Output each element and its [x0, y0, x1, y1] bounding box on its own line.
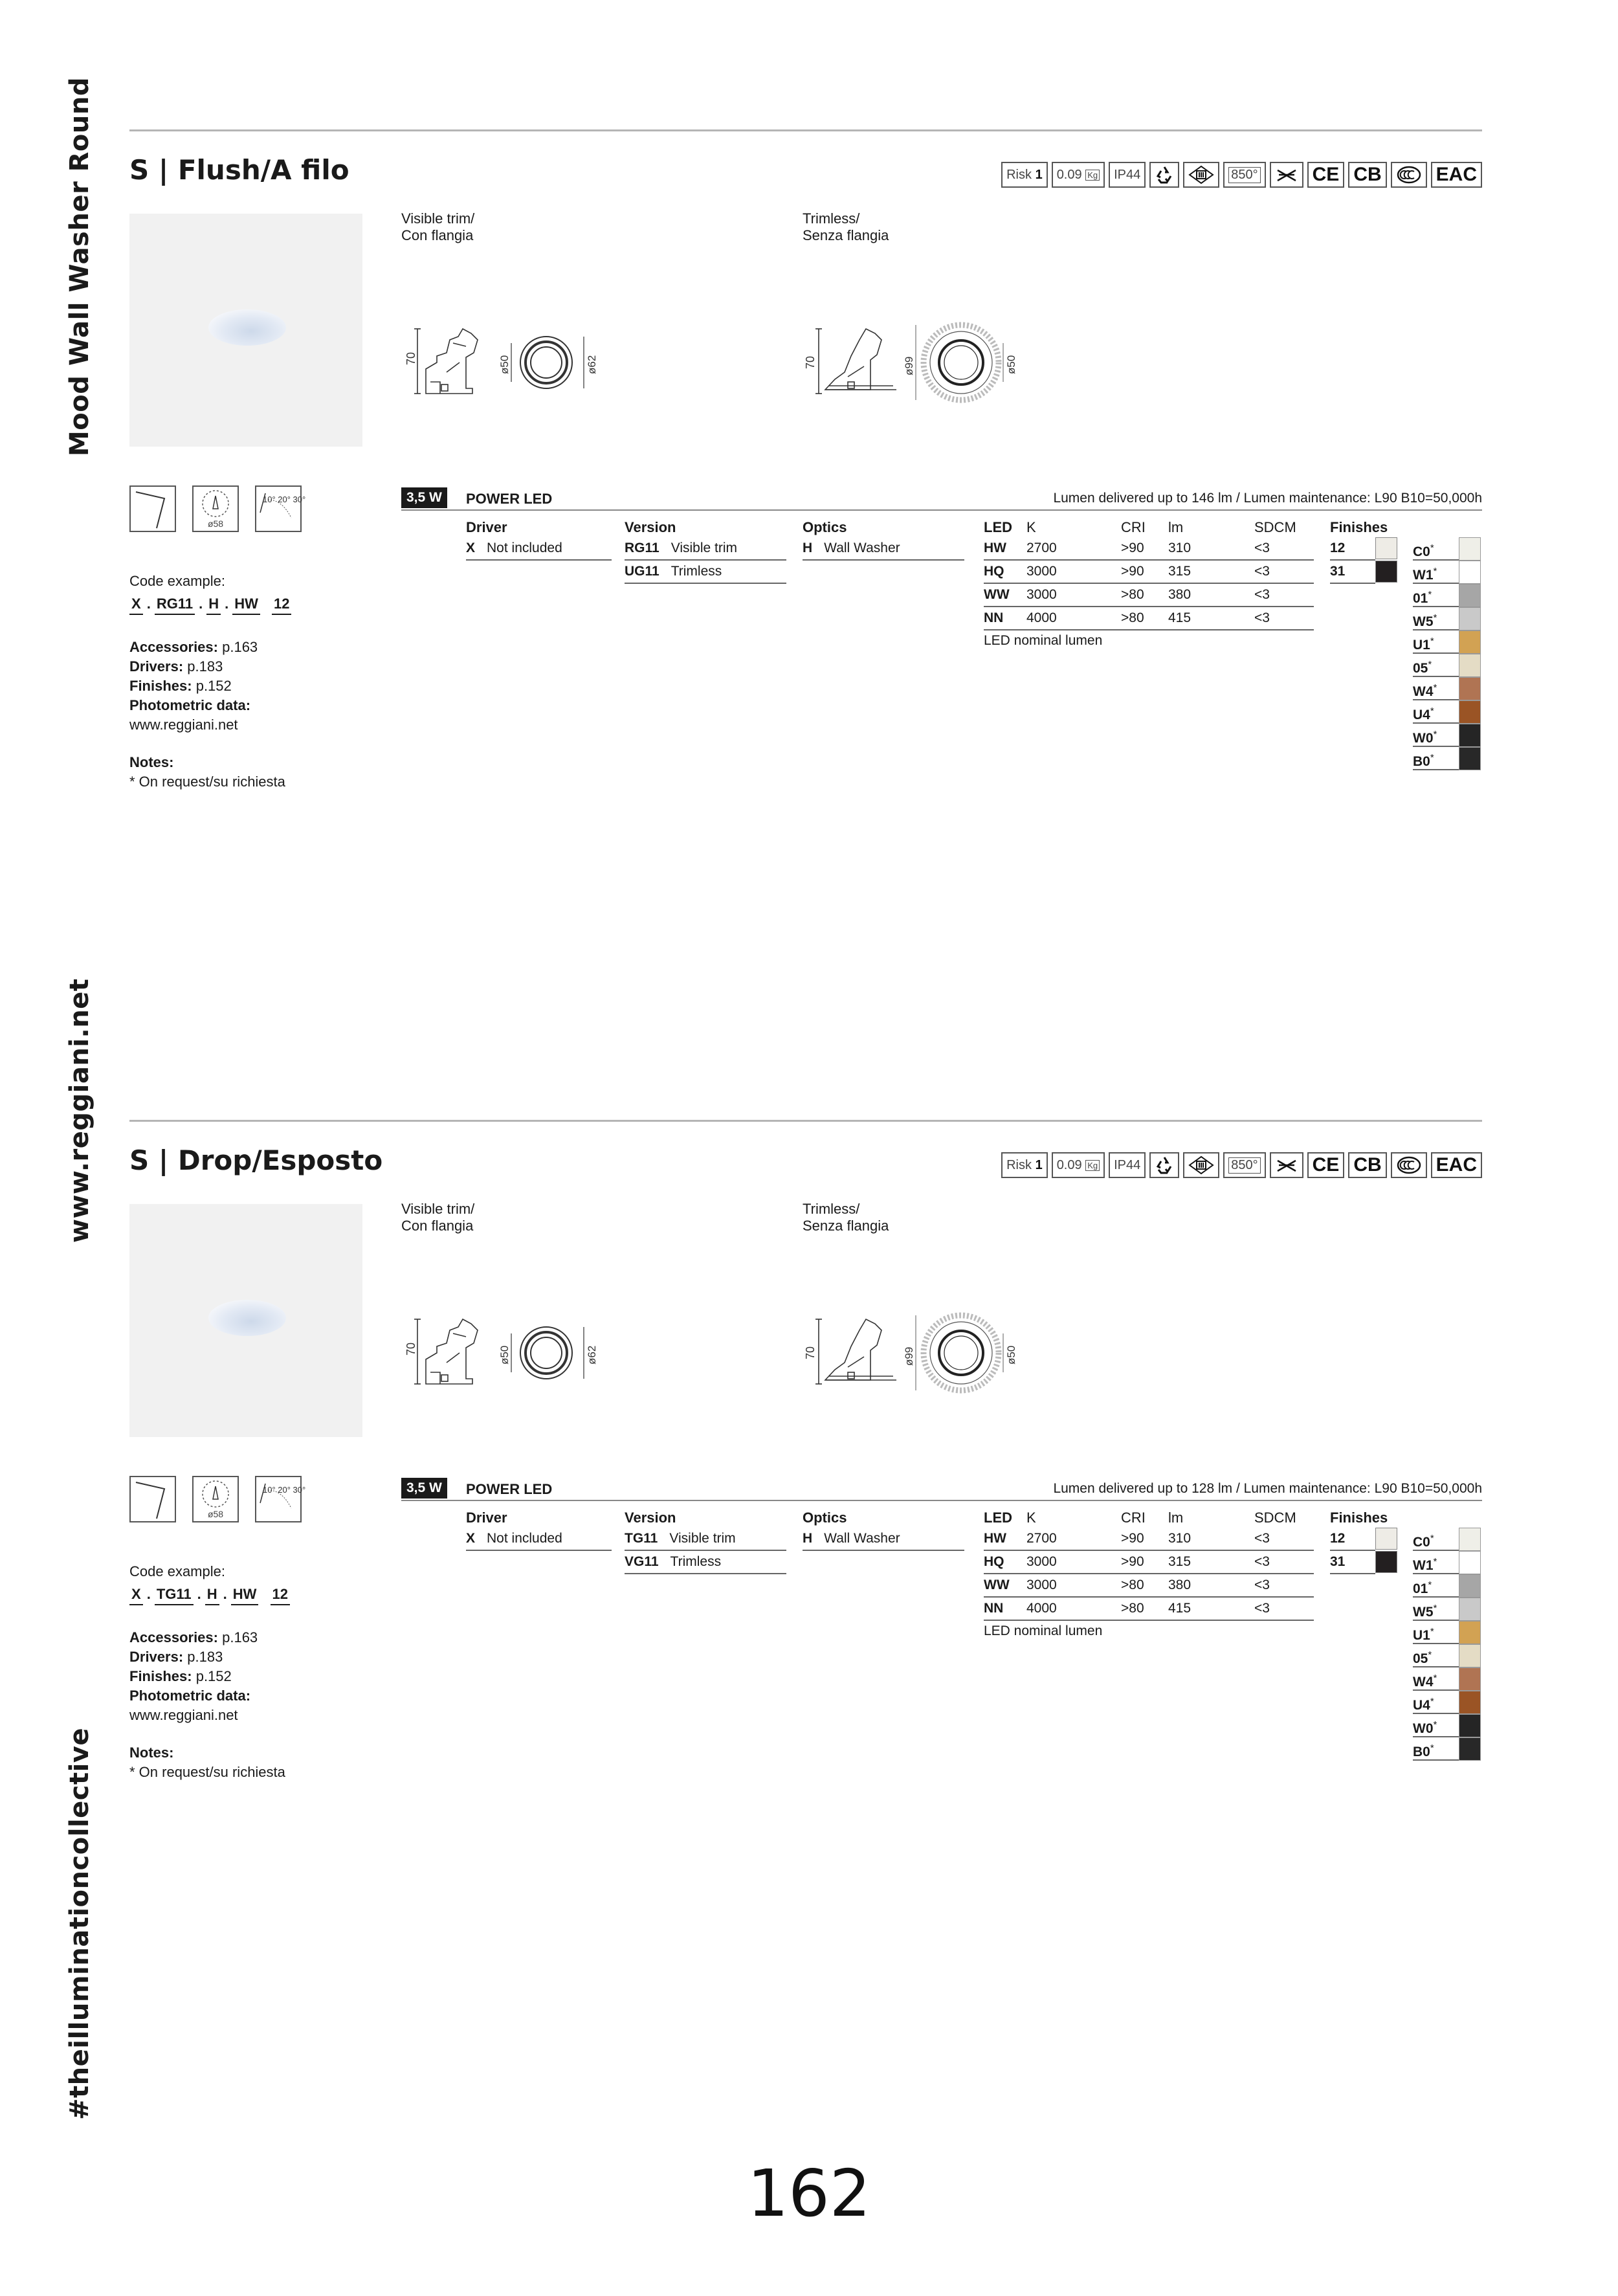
color-option — [1413, 677, 1481, 700]
led-row — [984, 561, 1314, 584]
glow-wire-badge: 850° — [1223, 1152, 1265, 1178]
trimless-drawing — [803, 317, 1036, 401]
section-rule — [129, 129, 1482, 131]
led-row — [984, 537, 1314, 561]
photometric-link[interactable]: www.reggiani.net — [129, 717, 238, 733]
color-option — [1413, 584, 1481, 607]
led-sdcm: <3 — [1254, 1601, 1270, 1616]
recycle-icon — [1149, 1152, 1179, 1178]
finish-code: 31 — [1330, 1551, 1375, 1574]
trimless-technical-drawing — [803, 1308, 1036, 1392]
version-header: Version — [625, 519, 676, 535]
led-cri: >90 — [1121, 1554, 1144, 1569]
cb-mark: CB — [1348, 162, 1386, 188]
lm-header: lm — [1168, 519, 1184, 535]
code-example: X . TG11 . H . HW 12 — [129, 1586, 290, 1605]
color-code: W4* — [1413, 682, 1437, 699]
color-option — [1413, 747, 1481, 770]
visible-trim-technical-drawing — [401, 1308, 608, 1392]
visible-trim-technical-drawing — [401, 317, 608, 401]
led-row — [984, 1598, 1314, 1621]
led-code: HW — [984, 1531, 1006, 1546]
ce-mark: CE — [1307, 162, 1345, 188]
photometric-link[interactable]: www.reggiani.net — [129, 1707, 238, 1723]
tilt-angles-icon — [255, 485, 306, 532]
product-photo — [129, 1204, 362, 1437]
visible-trim-drawing — [401, 1308, 608, 1392]
no-insulation-cover-icon — [1270, 1152, 1303, 1178]
tilt-angles-text: 10° 20° 30° — [263, 1485, 306, 1495]
cutout-icon — [192, 1476, 239, 1522]
color-swatch — [1459, 1644, 1481, 1667]
led-k: 3000 — [1026, 587, 1057, 602]
color-code: U4* — [1413, 706, 1434, 722]
sdcm-header: SDCM — [1254, 519, 1296, 535]
lumen-note: Lumen delivered up to 128 lm / Lumen maintenance: L90 B10=50,000h — [1053, 1481, 1482, 1496]
accessories-page: p.163 — [222, 1629, 258, 1645]
color-code: B0* — [1413, 1743, 1434, 1759]
led-note: LED nominal lumen — [984, 633, 1103, 648]
led-code: NN — [984, 610, 1004, 625]
led-k: 2700 — [1026, 541, 1057, 555]
color-swatch — [1459, 1528, 1481, 1551]
height-dim: 70 — [404, 1342, 417, 1355]
code-driver: X — [129, 596, 143, 615]
wattage-badge: 3,5 W — [401, 1478, 447, 1499]
led-lm: 415 — [1168, 1601, 1191, 1616]
version-option: VG11 Trimless — [625, 1551, 786, 1574]
finishes-header: Finishes — [1330, 1510, 1388, 1526]
color-option — [1413, 561, 1481, 584]
cutout-value: ø58 — [207, 518, 224, 529]
color-option — [1413, 654, 1481, 677]
color-swatch — [1459, 724, 1481, 747]
color-option — [1413, 1644, 1481, 1667]
trimless-drawing — [803, 1308, 1036, 1392]
risk-badge: Risk 1 — [1001, 1152, 1048, 1178]
color-option — [1413, 724, 1481, 747]
color-option — [1413, 1574, 1481, 1598]
side-hashtag: #theilluminationcollective — [65, 1728, 94, 2120]
led-sdcm: <3 — [1254, 587, 1270, 602]
finish-swatch — [1375, 1551, 1397, 1573]
trimless-label: Trimless/ Senza flangia — [803, 210, 889, 243]
color-swatch — [1459, 584, 1481, 607]
color-option — [1413, 700, 1481, 724]
page-number: 162 — [747, 2156, 871, 2231]
finish-swatch — [1375, 561, 1397, 583]
no-insulation-cover-icon — [1270, 162, 1303, 188]
ce-mark: CE — [1307, 1152, 1345, 1178]
cri-header: CRI — [1121, 519, 1146, 535]
led-k: 3000 — [1026, 564, 1057, 579]
led-sdcm: <3 — [1254, 1577, 1270, 1592]
color-option — [1413, 1528, 1481, 1551]
optics-header: Optics — [803, 1510, 847, 1526]
color-code: U1* — [1413, 636, 1434, 652]
tilt-angles-icon — [255, 1476, 306, 1522]
version-option: TG11 Visible trim — [625, 1528, 786, 1551]
led-lm: 315 — [1168, 564, 1191, 579]
diameter-50: ø50 — [1005, 1345, 1017, 1365]
eac-mark: EAC — [1431, 162, 1482, 188]
led-note: LED nominal lumen — [984, 1623, 1103, 1638]
color-code: W1* — [1413, 566, 1437, 583]
k-header: K — [1026, 1510, 1036, 1526]
version-option: RG11 Visible trim — [625, 537, 786, 561]
color-code: C0* — [1413, 542, 1434, 559]
color-code: W5* — [1413, 612, 1437, 629]
diameter-62: ø62 — [586, 1345, 598, 1365]
side-website[interactable]: www.reggiani.net — [65, 978, 94, 1243]
color-code: 05* — [1413, 659, 1432, 676]
color-swatch — [1459, 700, 1481, 724]
ip-badge: IP44 — [1109, 162, 1146, 188]
led-row — [984, 1551, 1314, 1574]
lamp-image — [208, 1300, 286, 1336]
diameter-50: ø50 — [1005, 355, 1017, 374]
height-dim: 70 — [804, 355, 817, 369]
tilt-angles-text: 10° 20° 30° — [263, 495, 306, 504]
code-version: RG11 — [155, 596, 195, 615]
sdcm-header: SDCM — [1254, 1510, 1296, 1526]
color-swatch — [1459, 1714, 1481, 1737]
code-example: X . RG11 . H . HW 12 — [129, 596, 291, 615]
color-swatch — [1459, 630, 1481, 654]
diameter-62: ø62 — [586, 355, 598, 374]
drivers-page: p.183 — [187, 1649, 223, 1665]
color-swatch — [1459, 537, 1481, 561]
visible-trim-label: Visible trim/ Con flangia — [401, 1201, 475, 1234]
color-swatch — [1459, 1737, 1481, 1761]
color-code: 05* — [1413, 1649, 1432, 1666]
product-photo — [129, 214, 362, 447]
led-sdcm: <3 — [1254, 1554, 1270, 1569]
code-version: TG11 — [155, 1586, 194, 1605]
driver-header: Driver — [466, 519, 507, 535]
led-code: HQ — [984, 564, 1004, 579]
color-swatch — [1459, 1574, 1481, 1598]
led-k: 3000 — [1026, 1577, 1057, 1592]
drivers-page: p.183 — [187, 658, 223, 674]
led-cri: >90 — [1121, 541, 1144, 555]
trimless-technical-drawing — [803, 317, 1036, 401]
led-lm: 380 — [1168, 1577, 1191, 1592]
code-driver: X — [129, 1586, 143, 1605]
led-row — [984, 1574, 1314, 1598]
color-code: W1* — [1413, 1556, 1437, 1573]
color-code: W4* — [1413, 1673, 1437, 1689]
driver-header: Driver — [466, 1510, 507, 1526]
visible-trim-label: Visible trim/ Con flangia — [401, 210, 475, 243]
led-cri: >80 — [1121, 1601, 1144, 1616]
lamp-image — [208, 309, 286, 346]
certification-row — [1001, 1152, 1482, 1181]
ccc-mark-icon — [1391, 162, 1427, 188]
insulation-class-icon — [1183, 1152, 1219, 1178]
led-lm: 315 — [1168, 1554, 1191, 1569]
led-cri: >80 — [1121, 587, 1144, 602]
color-code: C0* — [1413, 1533, 1434, 1550]
finish-swatch — [1375, 1528, 1397, 1550]
k-header: K — [1026, 519, 1036, 535]
finishes-page: p.152 — [195, 1668, 232, 1684]
trimless-label: Trimless/ Senza flangia — [803, 1201, 889, 1234]
color-swatch — [1459, 1691, 1481, 1714]
led-sdcm: <3 — [1254, 1531, 1270, 1546]
section-title: S | Drop/Esposto — [129, 1144, 383, 1176]
color-option — [1413, 537, 1481, 561]
led-sdcm: <3 — [1254, 564, 1270, 579]
diameter-50: ø50 — [498, 355, 511, 374]
ccc-mark-icon — [1391, 1152, 1427, 1178]
led-k: 4000 — [1026, 610, 1057, 625]
finishes-page: p.152 — [195, 678, 232, 694]
side-product-name: Mood Wall Washer Round — [65, 77, 94, 456]
section-rule — [129, 1120, 1482, 1122]
spec-header — [401, 485, 1482, 511]
cb-mark: CB — [1348, 1152, 1386, 1178]
eac-mark: EAC — [1431, 1152, 1482, 1178]
spec-rule — [401, 509, 1482, 511]
notes-text: * On request/su richiesta — [129, 774, 285, 790]
code-optics: H — [205, 1586, 219, 1605]
info-block: Accessories: p.163 Drivers: p.183 Finishes: p.152 Photometric data: www.reggiani.net Notes: * On request/su richiesta — [129, 638, 285, 792]
tilt-direction-icon — [129, 1476, 176, 1522]
color-code: W5* — [1413, 1603, 1437, 1620]
led-k: 2700 — [1026, 1531, 1057, 1546]
color-swatch — [1459, 677, 1481, 700]
led-sdcm: <3 — [1254, 541, 1270, 555]
finish-code: 12 — [1330, 1528, 1375, 1551]
diameter-99: ø99 — [903, 356, 915, 375]
code-led: HW — [231, 1586, 259, 1605]
led-code: WW — [984, 1577, 1010, 1592]
finish-swatch — [1375, 537, 1397, 559]
led-header: LED — [984, 1510, 1012, 1526]
color-swatch — [1459, 607, 1481, 630]
led-header: LED — [984, 519, 1012, 535]
cri-header: CRI — [1121, 1510, 1146, 1526]
notes-text: * On request/su richiesta — [129, 1764, 285, 1780]
led-lm: 310 — [1168, 1531, 1191, 1546]
led-row — [984, 584, 1314, 607]
driver-option: X Not included — [466, 537, 612, 561]
certification-row — [1001, 162, 1482, 190]
color-swatch — [1459, 1621, 1481, 1644]
color-option — [1413, 1667, 1481, 1691]
spec-rule — [401, 1500, 1482, 1501]
led-row — [984, 607, 1314, 630]
risk-badge: Risk 1 — [1001, 162, 1048, 188]
insulation-class-icon — [1183, 162, 1219, 188]
recycle-icon — [1149, 162, 1179, 188]
optics-option: H Wall Washer — [803, 537, 964, 561]
power-label: POWER LED — [466, 1481, 553, 1497]
led-cri: >80 — [1121, 1577, 1144, 1592]
visible-trim-drawing — [401, 317, 608, 401]
ip-badge: IP44 — [1109, 1152, 1146, 1178]
color-option — [1413, 1551, 1481, 1574]
color-code: U4* — [1413, 1696, 1434, 1713]
color-option — [1413, 1621, 1481, 1644]
color-code: 01* — [1413, 589, 1432, 606]
height-dim: 70 — [804, 1346, 817, 1359]
led-lm: 415 — [1168, 610, 1191, 625]
color-code: W0* — [1413, 1719, 1437, 1736]
tilt-direction-icon — [129, 485, 176, 532]
color-option — [1413, 1714, 1481, 1737]
color-swatch — [1459, 1667, 1481, 1691]
color-code: U1* — [1413, 1626, 1434, 1643]
finishes-header: Finishes — [1330, 519, 1388, 535]
code-led: HW — [232, 596, 260, 615]
lm-header: lm — [1168, 1510, 1184, 1526]
led-cri: >90 — [1121, 1531, 1144, 1546]
color-option — [1413, 1691, 1481, 1714]
optics-option: H Wall Washer — [803, 1528, 964, 1551]
color-option — [1413, 607, 1481, 630]
color-code: B0* — [1413, 752, 1434, 769]
code-example-label: Code example: — [129, 1563, 225, 1579]
diameter-99: ø99 — [903, 1346, 915, 1366]
accessories-page: p.163 — [222, 639, 258, 655]
code-finish: 12 — [272, 596, 291, 615]
version-option: UG11 Trimless — [625, 561, 786, 584]
weight-badge: 0.09 Kg — [1052, 162, 1105, 188]
color-code: W0* — [1413, 729, 1437, 746]
color-swatch — [1459, 654, 1481, 677]
optics-header: Optics — [803, 519, 847, 535]
led-sdcm: <3 — [1254, 610, 1270, 625]
color-option — [1413, 1737, 1481, 1761]
product-section-2 — [129, 1120, 1482, 1780]
led-code: HQ — [984, 1554, 1004, 1569]
version-header: Version — [625, 1510, 676, 1526]
glow-wire-badge: 850° — [1223, 162, 1265, 188]
led-k: 3000 — [1026, 1554, 1057, 1569]
power-label: POWER LED — [466, 491, 553, 507]
info-block: Accessories: p.163 Drivers: p.183 Finishes: p.152 Photometric data: www.reggiani.net Notes: * On request/su richiesta — [129, 1628, 285, 1782]
driver-option: X Not included — [466, 1528, 612, 1551]
led-cri: >90 — [1121, 564, 1144, 579]
led-lm: 380 — [1168, 587, 1191, 602]
color-code: 01* — [1413, 1579, 1432, 1596]
color-swatch — [1459, 1598, 1481, 1621]
color-option — [1413, 1598, 1481, 1621]
code-optics: H — [206, 596, 221, 615]
finish-code: 12 — [1330, 537, 1375, 561]
color-option — [1413, 630, 1481, 654]
height-dim: 70 — [404, 351, 417, 365]
code-finish: 12 — [271, 1586, 290, 1605]
lumen-note: Lumen delivered up to 146 lm / Lumen maintenance: L90 B10=50,000h — [1053, 491, 1482, 506]
color-swatch — [1459, 747, 1481, 770]
led-code: NN — [984, 1601, 1004, 1616]
color-swatch — [1459, 1551, 1481, 1574]
led-code: HW — [984, 541, 1006, 555]
section-title: S | Flush/A filo — [129, 154, 349, 186]
led-cri: >80 — [1121, 610, 1144, 625]
cutout-icon — [192, 485, 239, 532]
led-k: 4000 — [1026, 1601, 1057, 1616]
led-code: WW — [984, 587, 1010, 602]
led-row — [984, 1528, 1314, 1551]
code-example-label: Code example: — [129, 573, 225, 589]
diameter-50: ø50 — [498, 1345, 511, 1365]
spec-header — [401, 1476, 1482, 1502]
cutout-value: ø58 — [207, 1509, 224, 1519]
led-lm: 310 — [1168, 541, 1191, 555]
color-swatch — [1459, 561, 1481, 584]
finish-code: 31 — [1330, 561, 1375, 584]
weight-badge: 0.09 Kg — [1052, 1152, 1105, 1178]
wattage-badge: 3,5 W — [401, 487, 447, 508]
product-section-1 — [129, 129, 1482, 790]
